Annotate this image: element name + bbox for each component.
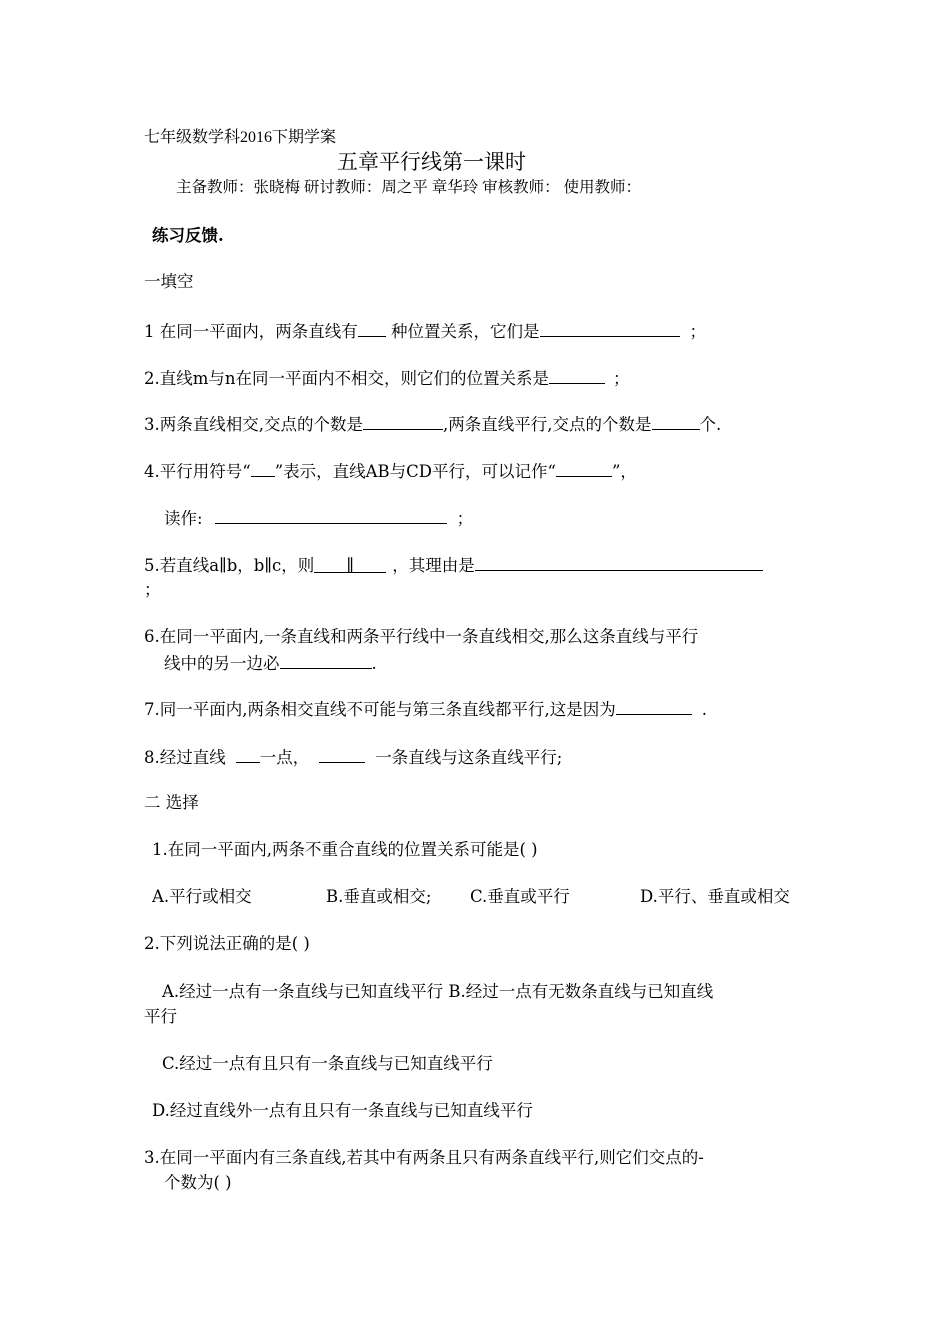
choice-q1-option-d[interactable]: D.平行、垂直或相交 bbox=[640, 887, 790, 906]
fill-question-1 bbox=[144, 320, 706, 342]
choice-q2-option-c[interactable]: C.经过一点有且只有一条直线与已知直线平行 bbox=[162, 1054, 493, 1073]
q4-read-label: 读作: bbox=[164, 509, 203, 528]
choice-q2-option-d[interactable]: D.经过直线外一点有且只有一条直线与已知直线平行 bbox=[152, 1101, 533, 1120]
q7-part-a: 7.同一平面内,两条相交直线不可能与第三条直线都平行,这是因为 bbox=[144, 700, 616, 719]
q7-blank[interactable] bbox=[616, 698, 692, 715]
q8-part-c: 一条直线与这条直线平行; bbox=[375, 748, 563, 767]
page-title: 五章平行线第一课时 bbox=[337, 150, 526, 174]
teacher-line: 主备教师：张晓梅 研讨教师：周之平 章华玲 审核教师： 使用教师： bbox=[176, 179, 642, 196]
choice-question-3-cont: 个数为( ) bbox=[164, 1173, 232, 1192]
fill-question-4 bbox=[144, 460, 637, 482]
q5-blank-2[interactable] bbox=[475, 554, 763, 571]
section-feedback: 练习反馈. bbox=[152, 226, 224, 245]
q2-part-b: ； bbox=[613, 369, 630, 388]
q5-part-b: ，其理由是 bbox=[392, 556, 475, 575]
q6-part-b: 线中的另一边必 bbox=[164, 654, 280, 673]
q5-part-a: 5.若直线a∥b，b∥c，则 bbox=[144, 556, 315, 575]
choice-question-1: 1.在同一平面内,两条不重合直线的位置关系可能是( ) bbox=[152, 840, 538, 859]
q5-blank-1[interactable] bbox=[314, 556, 386, 573]
q3-part-b: ,两条直线平行,交点的个数是 bbox=[443, 415, 652, 434]
fill-question-3 bbox=[144, 413, 721, 435]
choice-heading: 二 选择 bbox=[144, 793, 199, 812]
choice-q1-option-c[interactable]: C.垂直或平行 bbox=[470, 887, 570, 906]
choice-q1-option-b[interactable]: B.垂直或相交; bbox=[326, 887, 432, 906]
q2-blank[interactable] bbox=[549, 367, 605, 384]
q8-blank-1[interactable] bbox=[236, 746, 260, 763]
q4-blank-2[interactable] bbox=[556, 460, 612, 477]
q4-blank-1[interactable] bbox=[251, 460, 275, 477]
q1-part-c: ； bbox=[689, 322, 706, 341]
q5-parallel-symbol: ∥ bbox=[346, 556, 355, 575]
q8-part-b: 一点， bbox=[259, 748, 310, 767]
q5-end: ； bbox=[144, 580, 161, 599]
q8-part-a: 8.经过直线 bbox=[144, 748, 226, 767]
doc-top-line: 七年级数学科2016下期学案 bbox=[144, 129, 337, 146]
q3-part-c: 个. bbox=[699, 415, 722, 434]
choice-q1-option-a[interactable]: A.平行或相交 bbox=[152, 887, 252, 906]
fill-question-6-cont bbox=[164, 652, 377, 674]
choice-q2-options-ab-cont: 平行 bbox=[144, 1007, 177, 1026]
q4-part-a: 4.平行用符号“ bbox=[144, 462, 251, 481]
choice-question-3: 3.在同一平面内有三条直线,若其中有两条且只有两条直线平行,则它们交点的- bbox=[144, 1148, 704, 1167]
fill-question-8 bbox=[144, 746, 562, 768]
q4-blank-3[interactable] bbox=[215, 507, 447, 524]
q1-part-b: 种位置关系，它们是 bbox=[385, 322, 540, 341]
fill-question-6: 6.在同一平面内,一条直线和两条平行线中一条直线相交,那么这条直线与平行 bbox=[144, 627, 699, 646]
q6-part-c: . bbox=[371, 654, 377, 673]
choice-question-2: 2.下列说法正确的是( ) bbox=[144, 934, 310, 953]
q1-blank-2[interactable] bbox=[540, 320, 680, 337]
fill-question-5 bbox=[144, 554, 763, 576]
q4-part-c: ”， bbox=[611, 462, 637, 481]
q1-part-a: 1 在同一平面内，两条直线有 bbox=[144, 322, 358, 341]
fill-heading: 一填空 bbox=[144, 272, 194, 291]
q3-blank-2[interactable] bbox=[652, 413, 700, 430]
q7-part-b: . bbox=[701, 700, 707, 719]
q4-part-b: ”表示，直线AB与CD平行，可以记作“ bbox=[274, 462, 556, 481]
fill-question-4-read bbox=[164, 507, 473, 529]
fill-question-7 bbox=[144, 698, 707, 720]
choice-q2-options-ab[interactable]: A.经过一点有一条直线与已知直线平行 B.经过一点有无数条直线与已知直线 bbox=[162, 982, 714, 1001]
q3-part-a: 3.两条直线相交,交点的个数是 bbox=[144, 415, 363, 434]
q1-blank-1[interactable] bbox=[358, 320, 386, 337]
q8-blank-2[interactable] bbox=[319, 746, 365, 763]
fill-question-2 bbox=[144, 367, 630, 389]
q2-part-a: 2.直线m与n在同一平面内不相交，则它们的位置关系是 bbox=[144, 369, 550, 388]
q3-blank-1[interactable] bbox=[363, 413, 443, 430]
q4-read-end: ； bbox=[456, 509, 474, 528]
q6-blank[interactable] bbox=[280, 652, 372, 669]
